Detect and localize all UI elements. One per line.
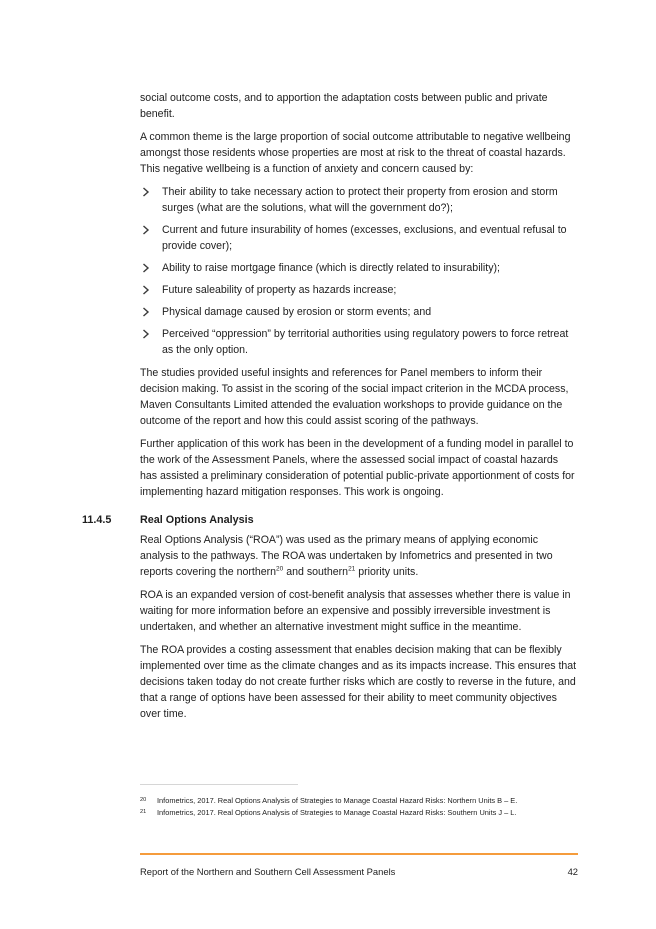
footnote-text: Infometrics, 2017. Real Options Analysis of Strategies to Manage Coastal Hazard Risks: Southern Units J – L. [157,808,517,817]
section-title: Real Options Analysis [140,514,254,526]
footnote-number: 21 [140,809,147,815]
footnote-text: Infometrics, 2017. Real Options Analysis of Strategies to Manage Coastal Hazard Risks: Northern Units B – E. [157,796,518,805]
footnote-number: 20 [140,797,147,803]
list-item-text: Future saleability of property as hazards increase; [162,284,397,296]
chevron-right-icon [142,285,150,295]
roa-intro-text: Real Options Analysis (“ROA”) was used as the primary means of applying economic analysis to the pathways. The ROA was undertaken by Infometrics and presented in two reports covering the northern [140,534,553,578]
section-heading [82,512,578,528]
paragraph-roa-costing: The ROA provides a costing assessment that enables decision making that can be flexibly implemented over time as the climate changes and as its impacts increase. This ensures that decisions taken today do not create further risks which are costly to reverse in the future, and that a range of options have been assessed for their ability to meet community objectives over time. [140,644,577,720]
list-item [140,326,578,358]
list-item-text: Perceived “oppression” by territorial authorities using regulatory powers to force retreat as the only option. [162,328,569,356]
paragraph-intro: social outcome costs, and to apportion the adaptation costs between public and private benefit. [140,92,548,120]
footnote-item [140,795,590,807]
list-item [140,222,578,254]
page-footer [140,866,578,877]
paragraph-theme: A common theme is the large proportion of social outcome attributable to negative wellbeing amongst those residents whose properties are most at risk to the threat of coastal hazards. This negative wellbeing is a function of anxiety and concern caused by: [140,131,571,175]
list-item-text: Physical damage caused by erosion or storm events; and [162,306,432,318]
chevron-right-icon [142,329,150,339]
page-number: 42 [567,866,578,877]
chevron-right-icon [142,187,150,197]
list-item-text: Their ability to take necessary action to protect their property from erosion and storm surges (what are the solutions, what will the government do?); [162,186,558,214]
roa-intro-text-cont: and southern [283,566,349,578]
list-item [140,282,578,298]
footer-divider [140,853,578,855]
paragraph-studies: The studies provided useful insights and references for Panel members to inform their decision making. To assist in the scoring of the social impact criterion in the MCDA process, Maven Consultants Limited attended the evaluation workshops to provide guidance on the outcome of the report and how this could assist scoring of the pathways. [140,367,569,427]
footnote-ref-20[interactable]: 20 [276,565,284,573]
footnote-item [140,807,590,819]
footer-title: Report of the Northern and Southern Cell Assessment Panels [140,866,396,877]
footnote-ref-21[interactable]: 21 [348,565,356,573]
list-item-text: Ability to raise mortgage finance (which is directly related to insurability); [162,262,500,274]
paragraph-roa-intro [140,532,578,580]
list-item [140,260,578,276]
footnotes [140,795,590,819]
section-number: 11.4.5 [82,514,112,526]
chevron-right-icon [142,263,150,273]
paragraph-roa-definition: ROA is an expanded version of cost-benefit analysis that assesses whether there is value in waiting for more information before an expensive and possibly irreversible investment is undertaken, and whether an alternative investment might suffice in the meantime. [140,589,571,633]
chevron-right-icon [142,307,150,317]
paragraph-further: Further application of this work has been in the development of a funding model in parallel to the work of the Assessment Panels, where the assessed social impact of coastal hazards has assisted a preliminary consideration of potential public-private apportionment of costs for implementing hazard mitigation responses. This work is ongoing. [140,438,575,498]
concerns-list [140,184,578,358]
chevron-right-icon [142,225,150,235]
body-content [82,90,578,729]
list-item [140,304,578,320]
roa-intro-text-end: priority units. [355,566,419,578]
list-item [140,184,578,216]
list-item-text: Current and future insurability of homes (excesses, exclusions, and eventual refusal to provide cover); [162,224,567,252]
footnote-divider [140,784,298,785]
